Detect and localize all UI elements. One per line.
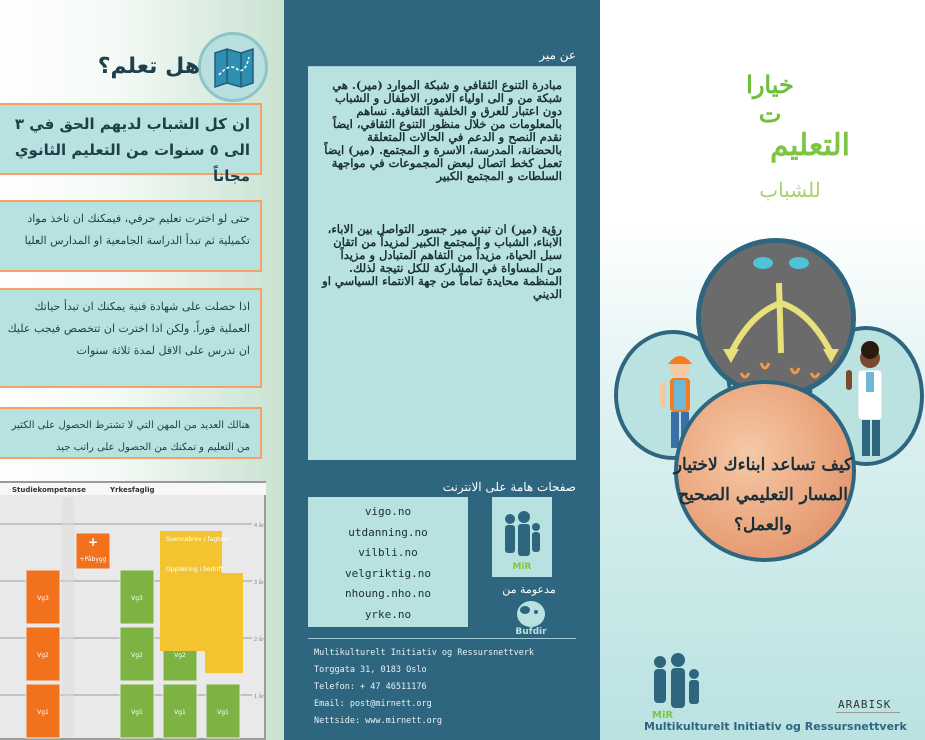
organization-name: Multikulturelt Initiativ og Ressursnettverk <box>644 720 907 733</box>
divider <box>308 638 576 639</box>
chart-bar-label: Vg1 <box>131 709 143 716</box>
chart-header-label: Studiekompetanse <box>12 486 86 494</box>
title-options: خيارا ت <box>746 70 794 128</box>
right-panel <box>600 0 925 740</box>
chart-bar-label: Vg2 <box>37 652 49 659</box>
link-item[interactable]: nhoung.nho.no <box>344 587 432 600</box>
contact-info <box>314 645 604 730</box>
left-panel <box>0 0 284 740</box>
mir-logo-small <box>492 497 552 577</box>
info-box-vocational: حتى لو اخترت تعليم حرفي، فيمكنك ان تاخذ مواد تكميلية ثم تبدأ الدراسة الجامعية او المدارس العليا <box>0 200 262 272</box>
chart-bar-label: Vg2 <box>131 652 143 659</box>
chart-bar-label: +Påbygg <box>79 556 107 563</box>
education-chart-svg <box>0 483 266 740</box>
supported-by-label: مدعومة من <box>502 583 556 596</box>
chart-band <box>62 497 74 737</box>
info-box-free-education: ان كل الشباب لديهم الحق في ٣ الى ٥ سنوات من التعليم الثانوي مجاناً <box>0 103 262 175</box>
chart-callout: Svennebrev / fagbrev <box>166 536 231 543</box>
chart-tick-label: 3 år <box>254 580 264 586</box>
title-education: التعليم <box>770 128 850 163</box>
contact-line: Multikulturelt Initiativ og Ressursnettverk <box>314 648 535 658</box>
about-box <box>308 67 576 460</box>
map-icon <box>198 32 268 102</box>
mir-logo-big <box>642 650 712 712</box>
info-box-professions: هنالك العديد من المهن التي لا تشترط الحصول على الكثير من التعليم و تمكنك من الحصول على راتب جيد <box>0 407 262 459</box>
about-paragraph-1: مبادرة التنوع الثقافي و شبكة الموارد (مير). هي شبكة من و الى اولياء الامور، الاطفال و الشباب دون اعتبار للعرق و الخلفية الثقافية. نساهم بالمعلومات من خلال منظور التنوع الثقافي، ايضاً نقدم النصح و الدعم في الحالات المتعلقة بالحضانة، المدرسة، الاسرة و المجتمع. (مير) ايضاً تعمل كخط اتصال لبعض المجموعات في مواجهة السلطات و المجتمع الكبير <box>324 78 562 183</box>
about-heading: عن مير <box>539 48 576 62</box>
links-list <box>308 497 468 627</box>
contact-line: Torggata 31, 0183 Oslo <box>314 665 427 675</box>
links-heading: صفحات هامة على الانترنت <box>442 480 576 494</box>
contact-line: Telefon: + 47 46511176 <box>314 682 427 692</box>
title-youth: للشباب <box>759 178 821 202</box>
chart-bar-label: Vg1 <box>217 709 229 716</box>
chart-tick-label: 4 år <box>254 523 264 529</box>
chart-tick-label: 1 år <box>254 694 264 700</box>
bufdir-label: Bufdir <box>515 627 547 637</box>
chart-tick-label: 2 år <box>254 637 264 643</box>
chart-callout: Opplæring i bedrift <box>166 566 223 573</box>
did-you-know-title: هل تعلم؟ <box>97 54 200 79</box>
road-arrows-photo <box>696 238 856 398</box>
contact-line: Email: post@mirnett.org <box>314 699 432 709</box>
education-path-chart <box>0 481 266 740</box>
link-item[interactable]: vigo.no <box>364 505 412 518</box>
chart-callout-bg <box>205 573 243 673</box>
chart-bar-label: Vg3 <box>131 595 143 602</box>
mir-small-text: MiR <box>512 562 532 572</box>
plus-icon: + <box>87 535 99 549</box>
contact-line: Nettside: www.mirnett.org <box>314 716 442 726</box>
main-question: كيف تساعد ابناءك لاختيار المسار التعليمي الصحيح والعمل؟ <box>673 455 853 535</box>
mir-big-text: MiR <box>652 710 674 721</box>
chart-bar-label: Vg1 <box>37 709 49 716</box>
about-paragraph-2: رؤية (مير) ان تبني مير جسور التواصل بين الاباء، الابناء، الشباب و المجتمع الكبير لمزيداً من اتقان سبل الحياة، مزيداً من التفاهم المتبادل و مزيداً من المساواة في المشاركة للكل نتيجة لذلك. المنظمة محايدة تماماً من جهة الانتماء السياسي او الديني <box>322 222 562 301</box>
link-item[interactable]: vilbli.no <box>358 546 418 559</box>
chart-bar-label: Vg1 <box>174 709 186 716</box>
link-item[interactable]: velgriktig.no <box>344 566 432 580</box>
chart-bar-label: Vg2 <box>174 652 186 659</box>
language-label: ARABISK <box>838 698 892 711</box>
link-item[interactable]: yrke.no <box>364 607 412 621</box>
middle-panel <box>284 0 600 740</box>
chart-header-label: Yrkesfaglig <box>110 486 155 494</box>
divider <box>836 712 900 713</box>
info-box-certificate: اذا حصلت على شهادة فنية يمكنك ان تبدأ حياتك العملية فوراً. ولكن اذا اخترت ان تتخصص فيجب عليك ان تدرس على الاقل لمدة ثلاثة سنوات <box>0 288 262 388</box>
chart-bar-label: Vg3 <box>37 595 49 602</box>
link-item[interactable]: utdanning.no <box>348 525 428 539</box>
